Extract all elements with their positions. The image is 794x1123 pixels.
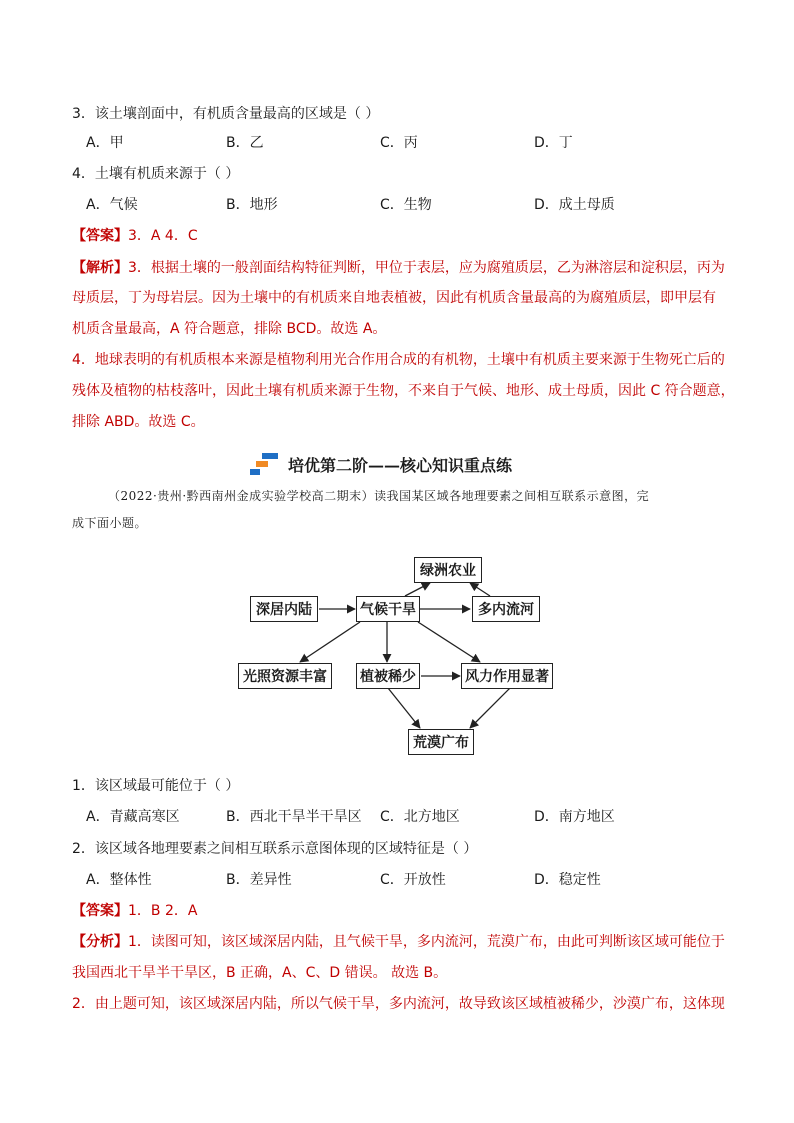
analysis2-line-3: 2．由上题可知，该区域深居内陆，所以气候干旱，多内流河，故导致该区域植被稀少，沙漠广布，这体现 (72, 996, 725, 1012)
node-desert-widespread: 荒漠广布 (408, 729, 474, 755)
q1-option-c: C．北方地区 (380, 809, 460, 825)
q2-option-d: D．稳定性 (534, 872, 601, 888)
analysis2-line-1 (72, 932, 725, 952)
q4-option-a: A．气候 (86, 197, 138, 213)
node-sunlight-resources: 光照资源丰富 (238, 663, 332, 689)
analysis-text: 1．读图可知，该区域深居内陆，且气候干旱，多内流河，荒漠广布，由此可判断该区域可能位于 (128, 934, 725, 950)
analysis-tag: 【分析】 (72, 934, 128, 950)
answer-text: 3．A 4．C (128, 228, 198, 244)
q3-option-d: D．丁 (534, 135, 573, 151)
q1-option-d: D．南方地区 (534, 809, 615, 825)
q4-option-b: B．地形 (226, 197, 278, 213)
node-sparse-vegetation: 植被稀少 (356, 663, 420, 689)
analysis-line-6: 排除 ABD。故选 C。 (72, 414, 205, 430)
q4-option-c: C．生物 (380, 197, 432, 213)
q1-option-b: B．西北干旱半干旱区 (226, 809, 362, 825)
answer-block-2 (72, 901, 197, 921)
q2-option-a: A．整体性 (86, 872, 152, 888)
q4-stem: 4．土壤有机质来源于（ ） (72, 166, 240, 182)
q2-stem: 2．该区域各地理要素之间相互联系示意图体现的区域特征是（ ） (72, 841, 478, 857)
q3-option-c: C．丙 (380, 135, 418, 151)
intro-line-1: （2022·贵州·黔西南州金成实验学校高二期末）读我国某区域各地理要素之间相互联系示意图，完 (108, 489, 650, 503)
node-deep-inland: 深居内陆 (250, 596, 318, 622)
answer-tag: 【答案】 (72, 228, 128, 244)
analysis2-line-2: 我国西北干旱半干旱区，B 正确，A、C、D 错误。 故选 B。 (72, 965, 448, 981)
q2-option-c: C．开放性 (380, 872, 446, 888)
answer-text: 1．B 2．A (128, 903, 198, 919)
section-title: 培优第二阶——核心知识重点练 (288, 455, 513, 475)
q1-stem: 1．该区域最可能位于（ ） (72, 778, 240, 794)
q3-option-b: B．乙 (226, 135, 264, 151)
analysis-text: 3．根据土壤的一般剖面结构特征判断，甲位于表层，应为腐殖质层，乙为淋溶层和淀积层，丙为 (128, 260, 725, 276)
node-inland-rivers: 多内流河 (472, 596, 540, 622)
q2-option-b: B．差异性 (226, 872, 292, 888)
answer-tag: 【答案】 (72, 903, 128, 919)
node-oasis-agriculture: 绿洲农业 (414, 557, 482, 583)
q3-stem: 3．该土壤剖面中，有机质含量最高的区域是（ ） (72, 106, 380, 122)
analysis-line-5: 残体及植物的枯枝落叶，因此土壤有机质来源于生物，不来自于气候、地形、成土母质，因此 C 符合题意， (72, 383, 735, 399)
analysis-line-4: 4．地球表明的有机质根本来源是植物利用光合作用合成的有机物，土壤中有机质主要来源于生物死亡后的 (72, 352, 725, 368)
analysis-line-3: 机质含量最高，A 符合题意，排除 BCD。故选 A。 (72, 321, 387, 337)
analysis-tag: 【解析】 (72, 260, 128, 276)
q3-option-a: A．甲 (86, 135, 124, 151)
node-wind-action: 风力作用显著 (461, 663, 553, 689)
q1-option-a: A．青藏高寒区 (86, 809, 180, 825)
q4-option-d: D．成土母质 (534, 197, 615, 213)
intro-line-2: 成下面小题。 (72, 516, 148, 530)
node-arid-climate: 气候干旱 (356, 596, 420, 622)
analysis-line-2: 母质层，丁为母岩层。因为土壤中的有机质来自地表植被，因此有机质含量最高的为腐殖质层，即甲层有 (72, 290, 716, 306)
